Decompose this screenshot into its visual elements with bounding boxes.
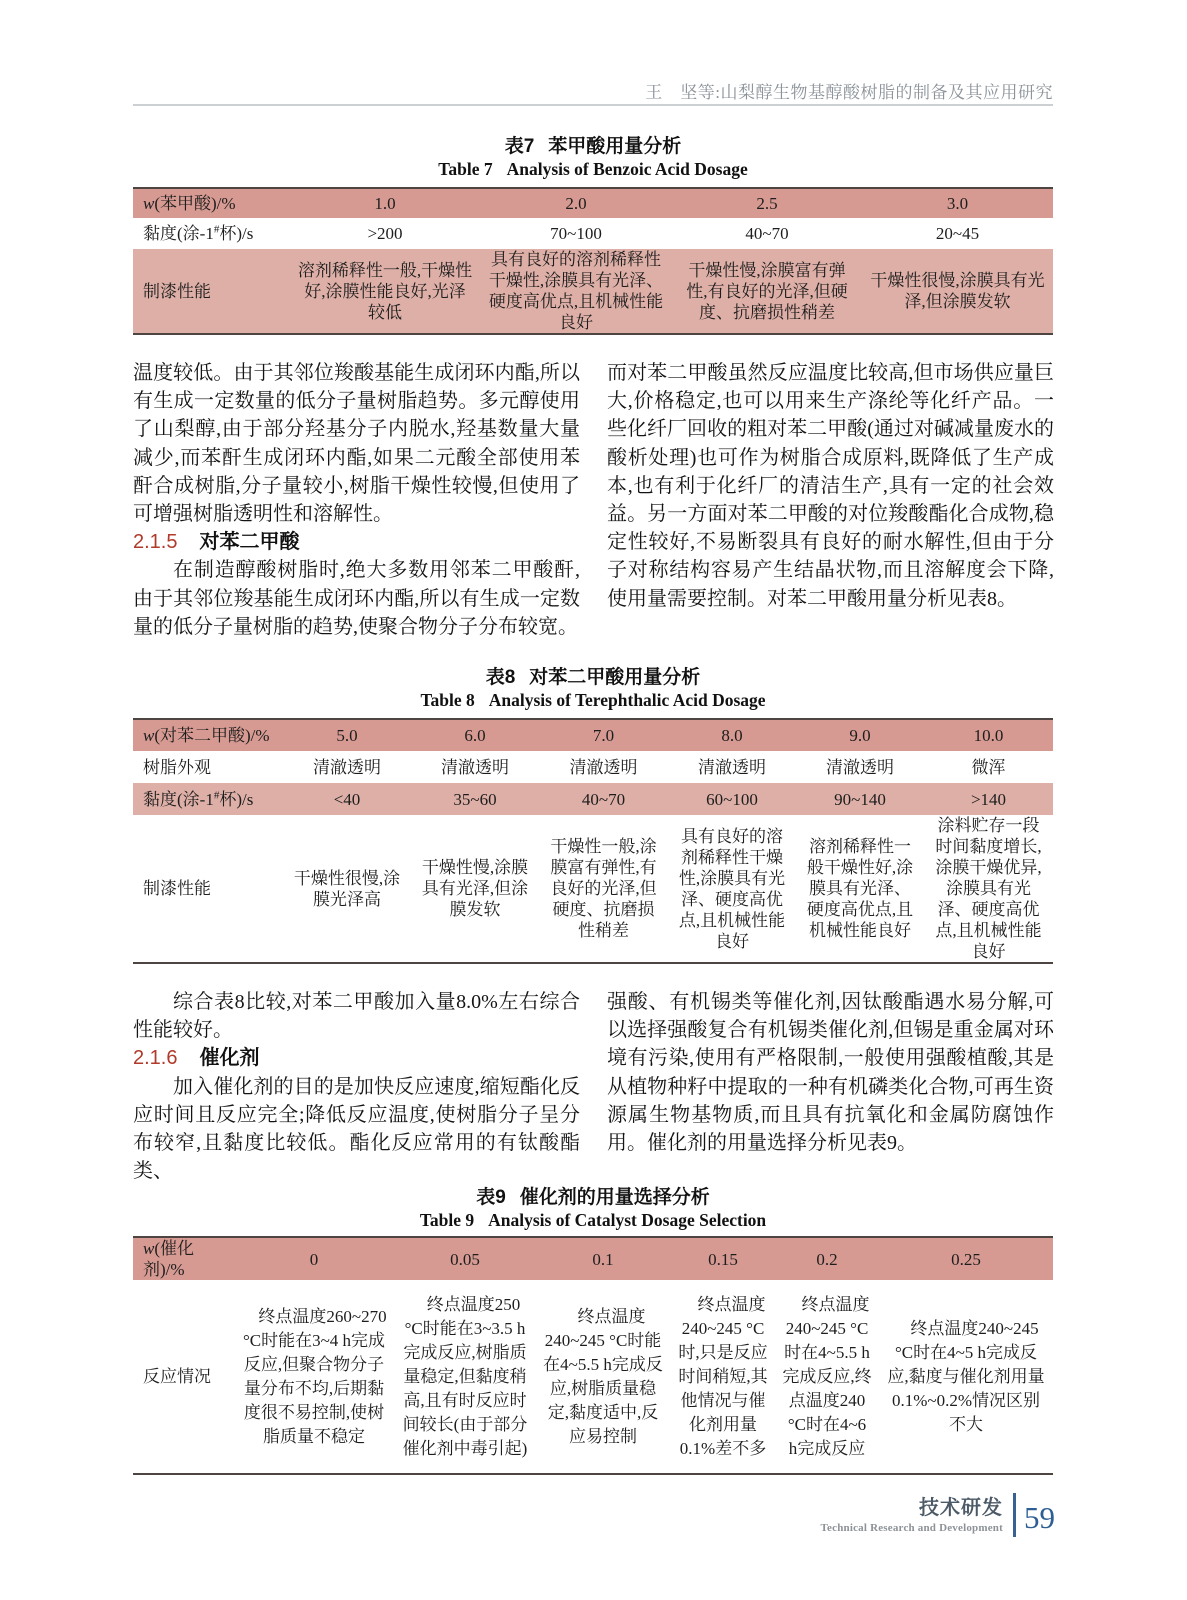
table9-cell: 0.05 bbox=[450, 1249, 480, 1269]
section-heading-2-1-5 bbox=[133, 528, 580, 556]
table9-title-en-label: Table 9 bbox=[419, 1210, 475, 1230]
table9-cell: 0.2 bbox=[816, 1249, 838, 1269]
table9-cell: 0.1 bbox=[592, 1249, 614, 1269]
table9-header-row bbox=[133, 1237, 1053, 1280]
table8-performance-row bbox=[133, 815, 1053, 963]
table8-title-cn-label: 表8 bbox=[485, 667, 516, 688]
table7-title-cn bbox=[133, 131, 1053, 158]
table8-cell: 清澈透明 bbox=[698, 757, 766, 777]
table8-title-en-text: Analysis of Terephthalic Acid Dosage bbox=[488, 690, 766, 710]
table8-cell: 干燥性一般,涂膜富有弹性,有良好的光泽,但硬度、抗磨损性稍差 bbox=[550, 837, 657, 940]
table9-title-cn bbox=[133, 1182, 1053, 1209]
table8-cell: 清澈透明 bbox=[826, 757, 894, 777]
table9-title-en-text: Analysis of Catalyst Dosage Selection bbox=[488, 1210, 767, 1230]
section-title: 对苯二甲酸 bbox=[199, 531, 300, 554]
table8-cell: 清澈透明 bbox=[313, 757, 381, 777]
table8-row3-label: 黏度(涂-1#杯)/s bbox=[143, 788, 254, 809]
paragraph: 在制造醇酸树脂时,绝大多数用邻苯二甲酸酐,由于其邻位羧基能生成闭环内酯,所以有生成一定数量的低分子量树脂的趋势,使聚合物分子分布较宽。 bbox=[133, 559, 580, 638]
paragraph: 温度较低。由于其邻位羧酸基能生成闭环内酯,所以有生成一定数量的低分子量树脂趋势。多元醇使用了山梨醇,由于部分羟基分子内脱水,羟基数量大量减少,而苯酐生成闭环内酯,如果二元酸全部使用苯酐合成树脂,分子量较小,树脂干燥性较慢,但使用了可增强树脂透明性和溶解性。 bbox=[133, 362, 580, 526]
running-header: 王 坚等:山梨醇生物基醇酸树脂的制备及其应用研究 bbox=[645, 83, 1053, 102]
table8-row2-label: 树脂外观 bbox=[143, 757, 211, 777]
table8-cell: 溶剂稀释性一般干燥性好,涂膜具有光泽、硬度高优点,且机械性能良好 bbox=[806, 837, 914, 940]
table8-cell: 40~70 bbox=[581, 789, 626, 809]
table7-cell: 2.0 bbox=[565, 194, 587, 213]
table9-cell: 0 bbox=[309, 1249, 319, 1269]
table9-cell: 终点温度260~270 °C时能在3~4 h完成反应,但聚合物分子量分布不均,后期黏度很不易控制,使树脂质量不稳定 bbox=[242, 1306, 387, 1446]
table8-title-cn-text: 对苯二甲酸用量分析 bbox=[529, 667, 701, 688]
table7-cell: 溶剂稀释性一般,干燥性好,涂膜性能良好,光泽较低 bbox=[297, 260, 473, 322]
table7 bbox=[133, 187, 1053, 335]
table8-cell: 10.0 bbox=[973, 726, 1004, 745]
table7-title-en bbox=[133, 159, 1053, 180]
table8-cell: 干燥性慢,涂膜具有光泽,但涂膜发软 bbox=[421, 858, 529, 919]
table9-row1-label: w(催化剂)/% bbox=[143, 1239, 195, 1279]
table7-cell: 40~70 bbox=[745, 224, 789, 243]
table9-title-cn-label: 表9 bbox=[476, 1187, 506, 1208]
table8-cell: 5.0 bbox=[336, 726, 358, 745]
table9-row2-label: 反应情况 bbox=[143, 1367, 211, 1386]
table7-title-en-text: Analysis of Benzoic Acid Dosage bbox=[506, 159, 748, 179]
table9 bbox=[133, 1236, 1053, 1475]
table8-row1-label: w(对苯二甲酸)/% bbox=[143, 726, 270, 745]
table7-cell: 具有良好的溶剂稀释性干燥性,涂膜具有光泽、硬度高优点,且机械性能良好 bbox=[488, 250, 664, 332]
table9-cell: 终点温度240~245 °C时在4~5 h完成反应,黏度与催化剂用量0.1%~0.2%情况区别不大 bbox=[887, 1318, 1045, 1434]
table8-title-en-label: Table 8 bbox=[420, 690, 475, 710]
section-number: 2.1.6 bbox=[133, 1047, 178, 1070]
table8-appearance-row bbox=[133, 751, 1053, 783]
table8-title-cn bbox=[133, 662, 1053, 689]
table8-cell: 干燥性很慢,涂膜光泽高 bbox=[293, 868, 401, 909]
table8-cell: 8.0 bbox=[721, 726, 743, 745]
section-title: 催化剂 bbox=[199, 1047, 260, 1070]
table7-row2-label: 黏度(涂-1#杯)/s bbox=[143, 223, 254, 243]
table8-cell: 9.0 bbox=[849, 726, 871, 745]
page-number: 59 bbox=[1024, 1500, 1055, 1535]
table9-cell: 终点温度240~245 °C时,只是反应时间稍短,其他情况与催化剂用量0.1%差不多 bbox=[678, 1294, 768, 1458]
table7-cell: >200 bbox=[367, 224, 403, 243]
footer-section bbox=[821, 1497, 1004, 1534]
table9-title-en bbox=[133, 1210, 1053, 1231]
table7-cell: 70~100 bbox=[550, 224, 602, 243]
table7-header-row bbox=[133, 188, 1053, 218]
table8-cell: 7.0 bbox=[592, 726, 615, 745]
table8-cell: 60~100 bbox=[706, 789, 758, 809]
table9-cell: 0.25 bbox=[951, 1249, 981, 1269]
section-heading-2-1-6 bbox=[133, 1044, 580, 1072]
table8-cell: 90~140 bbox=[834, 789, 886, 809]
paragraph: 加入催化剂的目的是加快反应速度,缩短酯化反应时间且反应完全;降低反应温度,使树脂分子呈分布较窄,且黏度比较低。酯化反应常用的有钛酸酯类、 bbox=[133, 1075, 580, 1183]
table7-row1-label: w(苯甲酸)/% bbox=[143, 194, 236, 213]
table8 bbox=[133, 718, 1053, 964]
table8-cell: 35~60 bbox=[453, 789, 497, 809]
table7-cell: 20~45 bbox=[935, 224, 980, 243]
section-number: 2.1.5 bbox=[133, 531, 178, 554]
header-divider bbox=[133, 104, 1053, 106]
table8-row4-label: 制漆性能 bbox=[143, 879, 211, 898]
table7-cell: 3.0 bbox=[946, 194, 969, 213]
table7-cell: 干燥性慢,涂膜富有弹性,有良好的光泽,但硬度、抗磨损性稍差 bbox=[686, 260, 848, 322]
footer bbox=[821, 1490, 1056, 1540]
table8-cell: 清澈透明 bbox=[441, 757, 509, 777]
body-column-left-2 bbox=[133, 988, 580, 1185]
table9-cell: 终点温度250 °C时能在3~3.5 h完成反应,树脂质量稳定,但黏度稍高,且有时反应时间较长(由于部分催化剂中毒引起) bbox=[402, 1294, 528, 1458]
table7-performance-row bbox=[133, 249, 1053, 334]
table9-reaction-row bbox=[133, 1280, 1053, 1474]
table7-cell: 1.0 bbox=[374, 194, 396, 213]
table7-cell: 2.5 bbox=[756, 194, 778, 213]
body-column-right-2 bbox=[607, 988, 1054, 1157]
table7-row3-label: 制漆性能 bbox=[143, 281, 211, 301]
table9-cell: 0.15 bbox=[708, 1249, 738, 1269]
body-column-right-1 bbox=[607, 359, 1054, 613]
table7-cell: 干燥性很慢,涂膜具有光泽,但涂膜发软 bbox=[870, 271, 1045, 311]
table8-title-en bbox=[133, 690, 1053, 711]
table9-cell: 终点温度240~245 °C时能在4~5.5 h完成反应,树脂质量稳定,黏度适中,反应易控制 bbox=[543, 1306, 663, 1446]
table7-title-cn-text: 苯甲酸用量分析 bbox=[548, 136, 682, 157]
body-column-left-1 bbox=[133, 359, 580, 641]
footer-divider-bar bbox=[1013, 1493, 1016, 1537]
table7-viscosity-row bbox=[133, 218, 1053, 249]
table8-cell: >140 bbox=[970, 789, 1007, 809]
table7-title-cn-label: 表7 bbox=[504, 136, 535, 157]
table8-cell: 清澈透明 bbox=[569, 757, 638, 777]
footer-section-cn: 技术研发 bbox=[919, 1496, 1003, 1519]
table7-title-en-label: Table 7 bbox=[438, 159, 493, 179]
table8-viscosity-row bbox=[133, 783, 1053, 815]
table9-title-cn-text: 催化剂的用量选择分析 bbox=[519, 1187, 710, 1208]
paragraph: 而对苯二甲酸虽然反应温度比较高,但市场供应量巨大,价格稳定,也可以用来生产涤纶等化纤产品。一些化纤厂回收的粗对苯二甲酸(通过对碱减量废水的酸析处理)也可作为树脂合成原料,既降低了生产成本,也有利于化纤厂的清洁生产,具有一定的社会效益。另一方面对苯二甲酸的对位羧酸酯化合成物,稳定性较好,不易断裂具有良好的耐水解性,但由于分子对称结构容易产生结晶状物,而且溶解度会下降,使用量需要控制。对苯二甲酸用量分析见表8。 bbox=[607, 362, 1054, 610]
paragraph: 强酸、有机锡类等催化剂,因钛酸酯遇水易分解,可以选择强酸复合有机锡类催化剂,但锡是重金属对环境有污染,使用有严格限制,一般使用强酸植酸,其是从植物种籽中提取的一种有机磷类化合物,可再生资源属生物基物质,而且具有抗氧化和金属防腐蚀作用。催化剂的用量选择分析见表9。 bbox=[607, 991, 1054, 1155]
table8-header-row bbox=[133, 719, 1053, 751]
table9-cell: 终点温度240~245 °C时在4~5.5 h完成反应,终点温度240 °C时在4~6 h完成反应 bbox=[782, 1294, 872, 1458]
table8-cell: <40 bbox=[333, 789, 361, 809]
table8-cell: 6.0 bbox=[464, 726, 486, 745]
table8-cell: 微浑 bbox=[971, 757, 1006, 777]
footer-section-en: Technical Research and Development bbox=[820, 1521, 1003, 1534]
table8-cell: 涂料贮存一段时间黏度增长,涂膜干燥优异,涂膜具有光泽、硬度高优点,且机械性能良好 bbox=[935, 816, 1042, 961]
paragraph: 综合表8比较,对苯二甲酸加入量8.0%左右综合性能较好。 bbox=[133, 991, 580, 1042]
table8-cell: 具有良好的溶剂稀释性干燥性,涂膜具有光泽、硬度高优点,且机械性能良好 bbox=[678, 826, 786, 951]
